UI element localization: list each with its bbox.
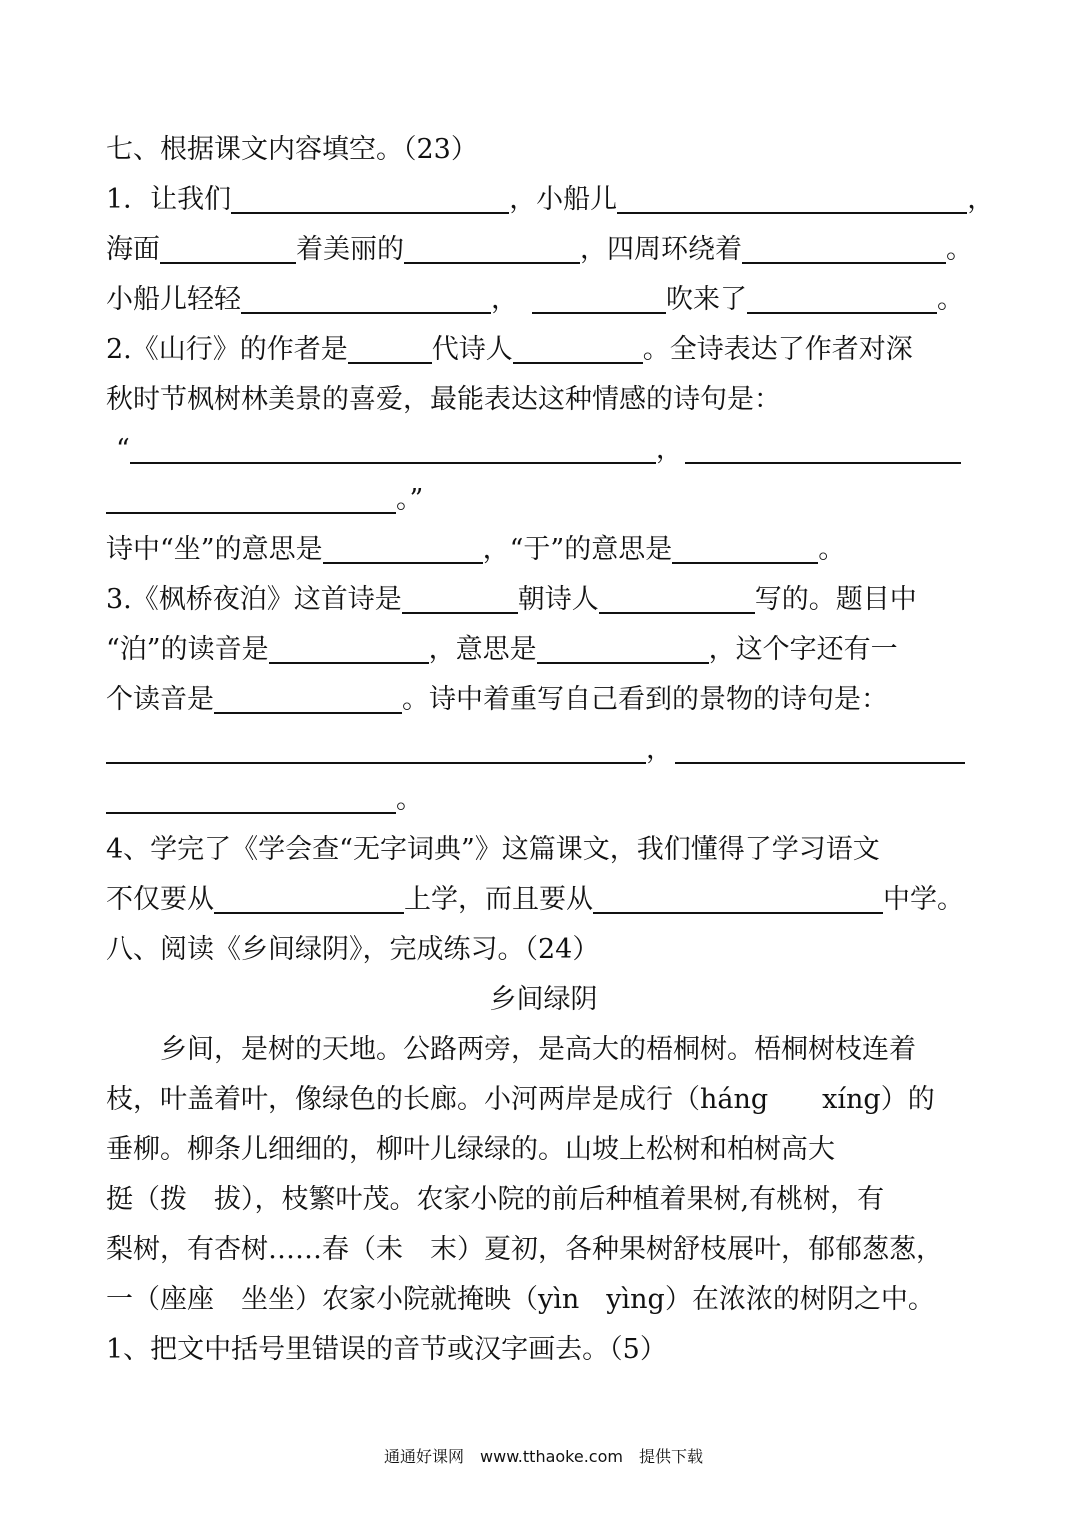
text: ，意思是 <box>428 634 537 665</box>
text: ， <box>655 434 683 465</box>
text: ，这个字还有一 <box>708 634 898 665</box>
q3-line-2 <box>106 633 986 667</box>
text: ，小船儿 <box>509 184 618 215</box>
answer-blank[interactable] <box>106 736 646 764</box>
answer-blank[interactable] <box>323 536 483 564</box>
q3-line-5 <box>106 783 986 817</box>
text: 代诗人 <box>431 334 513 365</box>
text: 写的。题目中 <box>754 584 917 615</box>
text: ， <box>491 284 518 315</box>
text: ，“于”的意思是 <box>482 534 673 565</box>
answer-blank[interactable] <box>513 336 643 364</box>
answer-blank[interactable] <box>214 886 404 914</box>
article-line-5: 梨树，有杏树……春（未 末）夏初，各种果树舒枝展叶，郁郁葱葱， <box>106 1234 943 1265</box>
text: 上学，而且要从 <box>404 884 593 915</box>
article-title: 乡间绿阴 <box>489 984 598 1015</box>
q2-line-2: 秋时节枫树林美景的喜爱，最能表达这种情感的诗句是： <box>106 384 781 415</box>
answer-blank[interactable] <box>231 186 509 214</box>
text: ， <box>967 184 995 215</box>
q1-line-2 <box>106 233 986 267</box>
answer-blank[interactable] <box>532 286 666 314</box>
page-footer: 通通好课网 www.tthaoke.com 提供下载 <box>384 1447 703 1466</box>
answer-blank[interactable] <box>593 886 883 914</box>
answer-blank[interactable] <box>241 286 491 314</box>
answer-blank[interactable] <box>747 286 937 314</box>
text: 1．让我们 <box>106 184 232 215</box>
text: 3.《枫桥夜泊》这首诗是 <box>106 584 402 615</box>
q2-line-5 <box>106 533 986 567</box>
text: 。诗中着重写自己看到的景物的诗句是： <box>402 684 888 715</box>
answer-blank[interactable] <box>160 236 296 264</box>
q1-line-3 <box>106 283 986 317</box>
article-line-2: 枝，叶盖着叶，像绿色的长廊。小河两岸是成行（háng xíng）的 <box>106 1084 935 1115</box>
section-8-title: 八、阅读《乡间绿阴》，完成练习。（24） <box>106 934 600 965</box>
text: 2.《山行》的作者是 <box>106 334 348 365</box>
answer-blank[interactable] <box>537 636 709 664</box>
answer-blank[interactable] <box>672 536 818 564</box>
text: “泊”的读音是 <box>106 634 269 665</box>
answer-blank[interactable] <box>402 586 518 614</box>
answer-blank[interactable] <box>675 736 965 764</box>
answer-blank[interactable] <box>130 436 656 464</box>
text: “ <box>116 434 130 465</box>
article-line-4: 挺（拨 拔），枝繁叶茂。农家小院的前后种植着果树,有桃树，有 <box>106 1184 885 1215</box>
answer-blank[interactable] <box>685 436 961 464</box>
section-7-title: 七、根据课文内容填空。（23） <box>106 134 478 165</box>
text: 。 <box>818 534 846 565</box>
answer-blank[interactable] <box>106 786 396 814</box>
answer-blank[interactable] <box>599 586 755 614</box>
answer-blank[interactable] <box>617 186 967 214</box>
text: 。 <box>946 234 973 265</box>
article-line-1: 乡间，是树的天地。公路两旁，是高大的梧桐树。梧桐树枝连着 <box>160 1034 916 1065</box>
q2-line-3 <box>116 433 996 467</box>
text: 朝诗人 <box>517 584 599 615</box>
answer-blank[interactable] <box>348 336 432 364</box>
text: 小船儿轻轻 <box>106 284 241 315</box>
article-line-6: 一（座座 坐坐）农家小院就掩映（yìn yìng）在浓浓的树阴之中。 <box>106 1284 935 1315</box>
text: 吹来了 <box>666 284 747 315</box>
text: 中学。 <box>883 884 964 915</box>
text: 海面 <box>106 234 160 265</box>
text: 。” <box>396 484 424 515</box>
text: 着美丽的 <box>296 234 404 265</box>
q4-line-2 <box>106 883 986 917</box>
article-line-3: 垂柳。柳条儿细细的，柳叶儿绿绿的。山坡上松树和柏树高大 <box>106 1134 835 1165</box>
answer-blank[interactable] <box>106 486 396 514</box>
text: 个读音是 <box>106 684 214 715</box>
q2-line-4 <box>106 483 986 517</box>
q2-line-1 <box>106 333 986 367</box>
q1-line-1 <box>106 183 995 217</box>
section-8-question-1: 1、把文中括号里错误的音节或汉字画去。（5） <box>106 1334 667 1365</box>
answer-blank[interactable] <box>269 636 429 664</box>
q3-line-1 <box>106 583 986 617</box>
text: 。 <box>937 284 964 315</box>
answer-blank[interactable] <box>404 236 580 264</box>
q3-line-3 <box>106 683 986 717</box>
answer-blank[interactable] <box>742 236 946 264</box>
text: 。 <box>396 784 423 815</box>
answer-blank[interactable] <box>214 686 402 714</box>
text: 不仅要从 <box>106 884 214 915</box>
text: 。全诗表达了作者对深 <box>642 334 913 365</box>
q3-line-4 <box>106 733 986 767</box>
text: 诗中“坐”的意思是 <box>106 534 323 565</box>
text: ，四周环绕着 <box>580 234 742 265</box>
q4-line-1: 4、学完了《学会查“无字词典”》这篇课文，我们懂得了学习语文 <box>106 834 880 865</box>
text: ， <box>646 734 673 765</box>
